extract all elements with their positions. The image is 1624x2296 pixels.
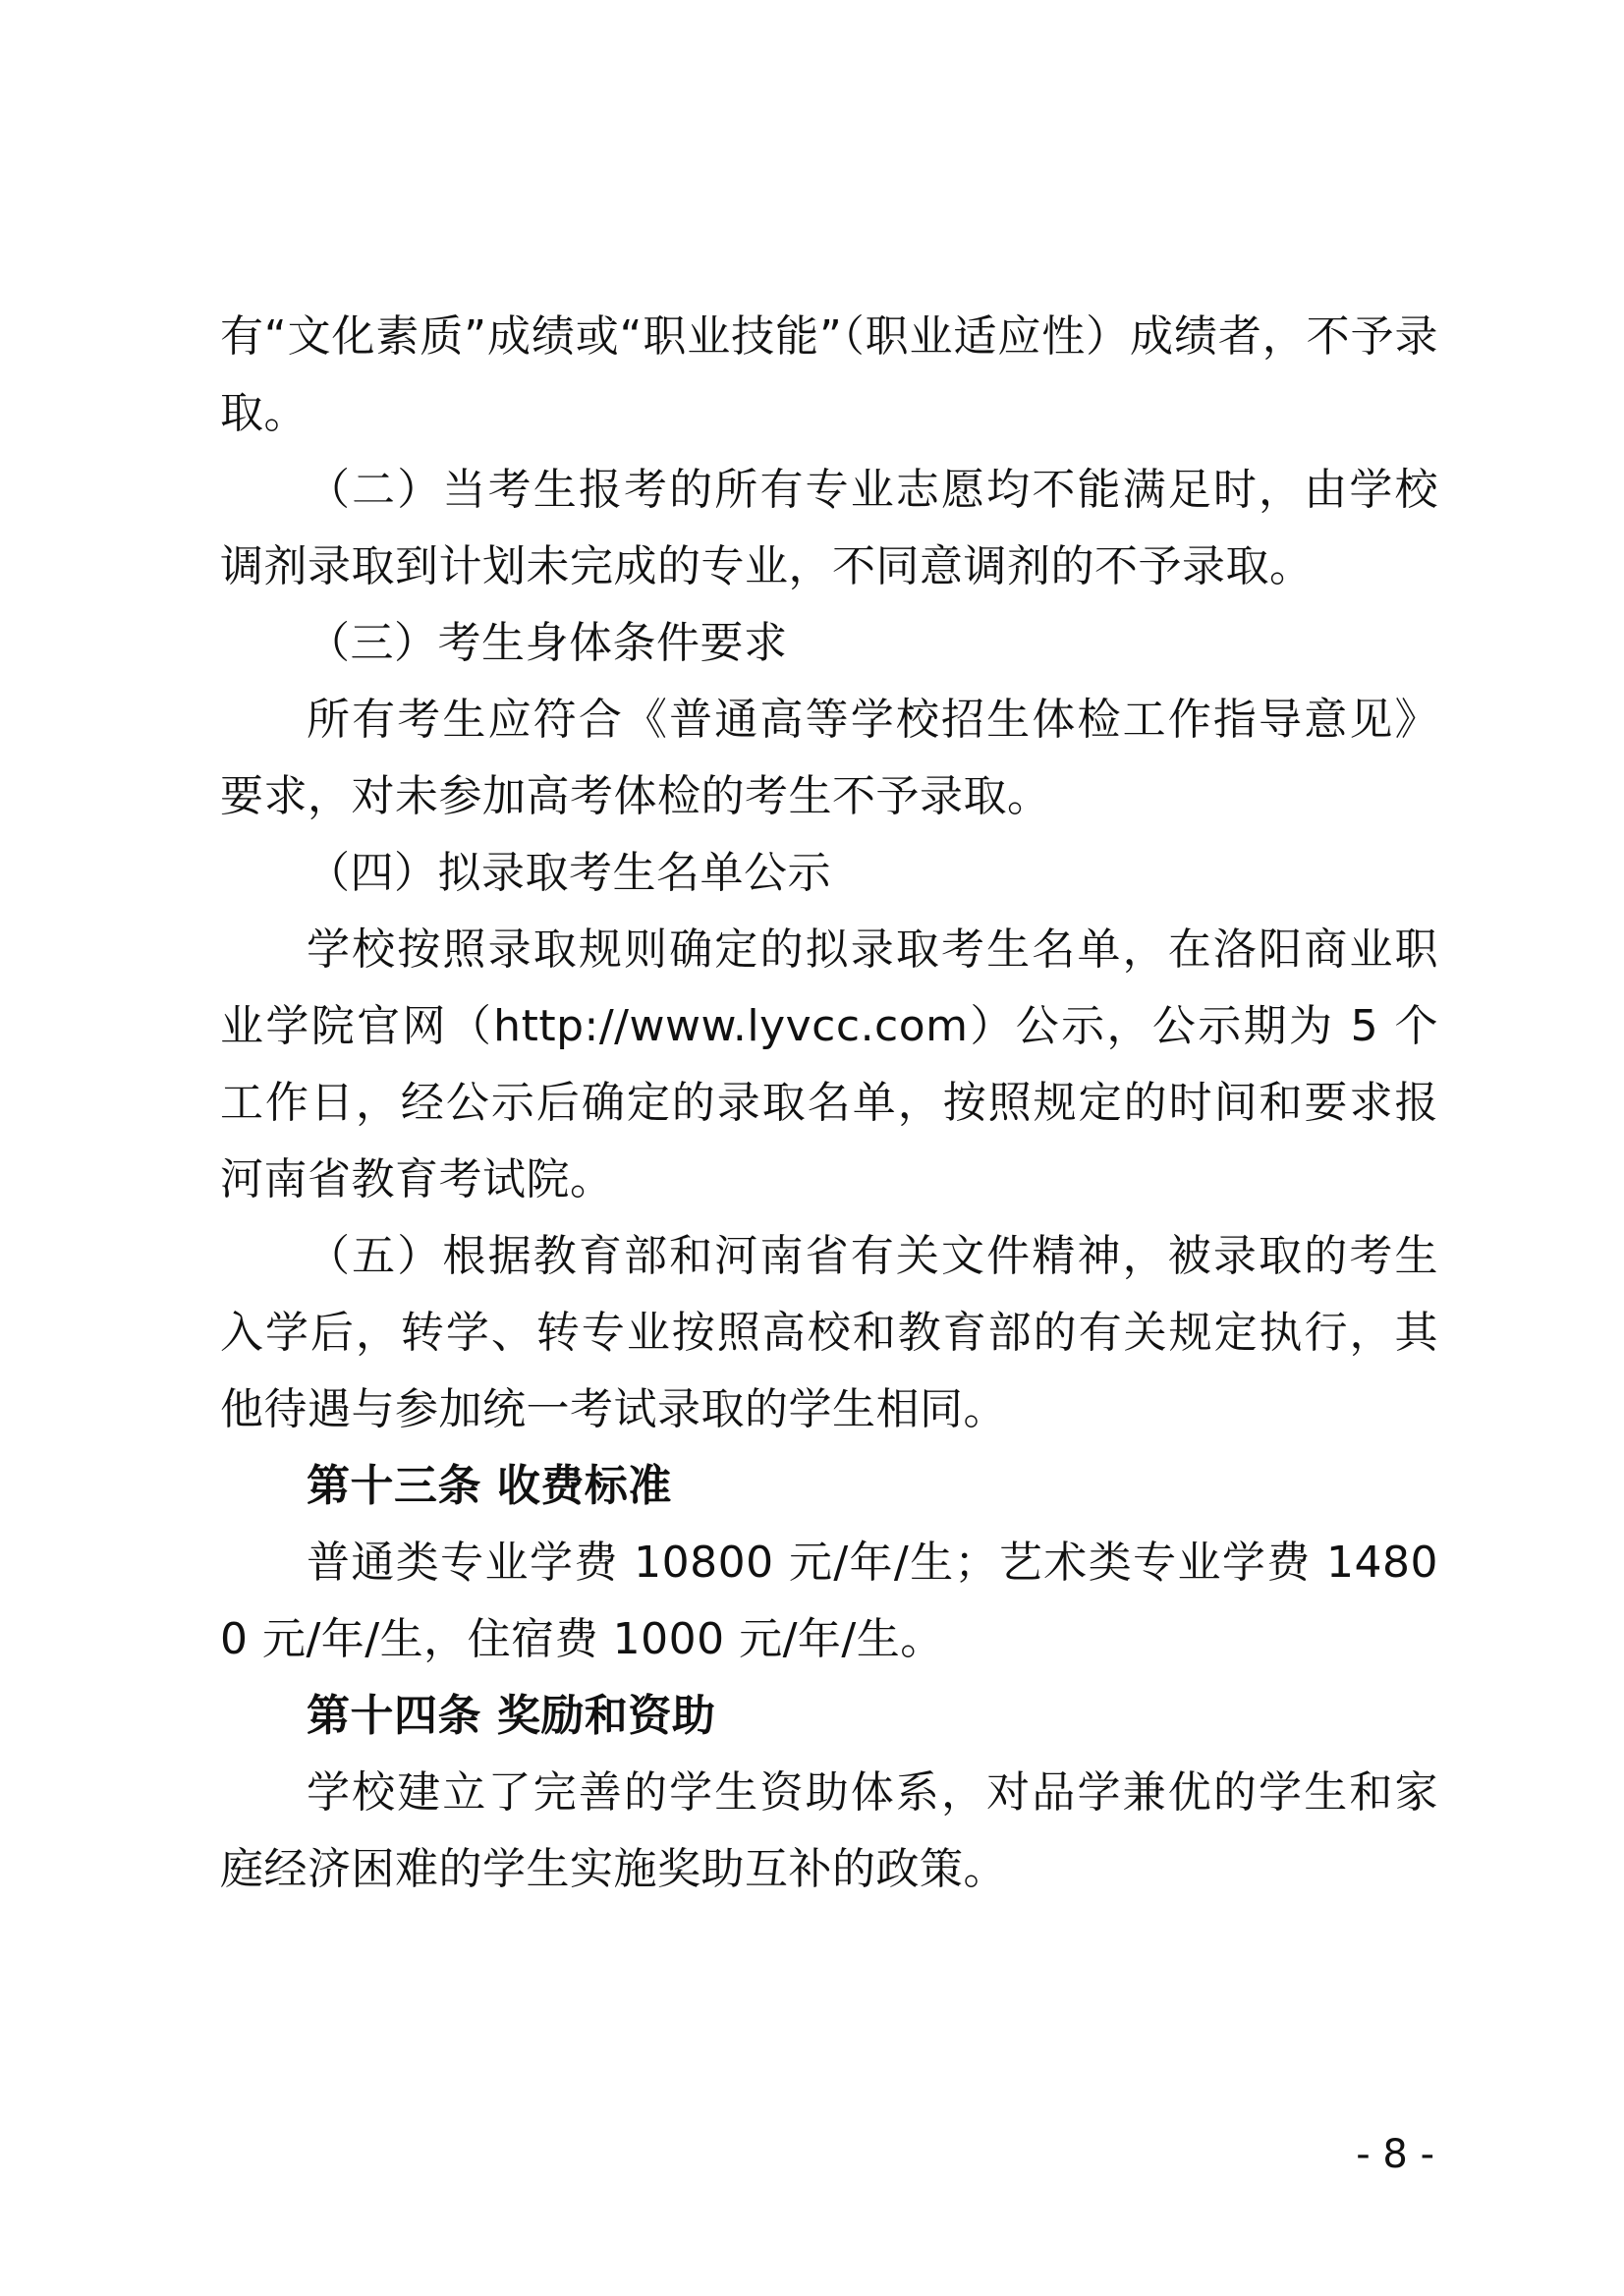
paragraph-item-two: （二）当考生报考的所有专业志愿均不能满足时，由学校调剂录取到计划未完成的专业，不同意调剂的不予录取。 — [220, 465, 1438, 591]
subheading-item-three: （三）考生身体条件要求 — [307, 618, 788, 668]
document-body — [220, 299, 1438, 1908]
paragraph-item-five: （五）根据教育部和河南省有关文件精神，被录取的考生入学后，转学、转专业按照高校和教育部的有关规定执行，其他待遇与参加统一考试录取的学生相同。 — [220, 1231, 1438, 1434]
paragraph-admission-publicity: 学校按照录取规则确定的拟录取考生名单，在洛阳商业职业学院官网（http://www.lyvcc.com）公示，公示期为 5 个工作日，经公示后确定的录取名单，按照规定的时间和要求报河南省教育考试院。 — [220, 924, 1438, 1204]
subheading-item-four: （四）拟录取考生名单公示 — [307, 848, 831, 898]
paragraph-financial-aid: 学校建立了完善的学生资助体系，对品学兼优的学生和家庭经济困难的学生实施奖助互补的政策。 — [220, 1767, 1438, 1894]
paragraph-continuation: 有“文化素质”成绩或“职业技能”（职业适应性）成绩者，不予录取。 — [220, 311, 1438, 438]
page-number: - 8 - — [1356, 2132, 1434, 2177]
paragraph-health-requirements: 所有考生应符合《普通高等学校招生体检工作指导意见》要求，对未参加高考体检的考生不予录取。 — [220, 695, 1438, 821]
article-14-heading: 第十四条 奖励和资助 — [307, 1691, 716, 1741]
paragraph-fee-standard: 普通类专业学费 10800 元/年/生；艺术类专业学费 14800 元/年/生，住宿费 1000 元/年/生。 — [220, 1538, 1438, 1664]
article-13-heading: 第十三条 收费标准 — [307, 1461, 672, 1511]
